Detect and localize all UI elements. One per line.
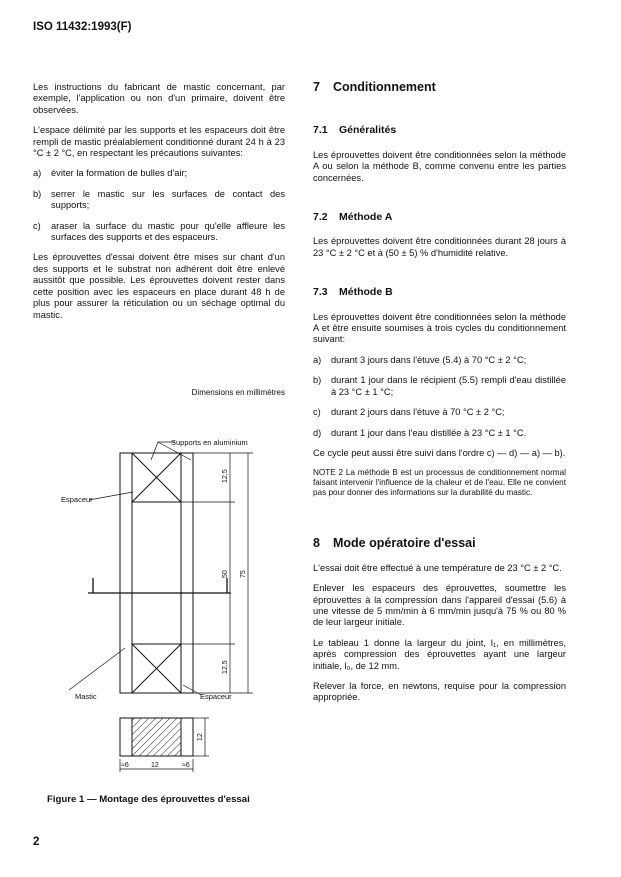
section-number: 8 [313,536,320,551]
right-column [313,82,566,713]
document-id: ISO 11432:1993(F) [33,21,132,33]
list-label: a) [313,354,322,365]
page-number: 2 [33,836,40,848]
paragraph: L'essai doit être effectué à une température de 23 °C ± 2 °C. [313,562,562,573]
dim-12-side: 12 [197,733,204,741]
subsection-title: Généralités [339,124,397,137]
support-frame [120,453,193,693]
section-heading [313,82,566,93]
cross-section [120,718,209,772]
paragraph-primer: Les instructions du fabricant de mastic concernant, par exemple, l'application ou non d'un primaire, doivent être observées. [33,82,285,115]
list-item [313,355,566,366]
section-heading [313,538,566,549]
figure-1 [33,388,285,808]
list-label: c) [33,220,41,231]
label-espaceur-top: Espaceur [61,495,93,504]
dim-75: 75 [240,570,247,578]
subsection-number: 7.1 [313,124,328,137]
dim-bottom-mid: 12 [151,762,159,769]
list-label: c) [313,407,321,418]
paragraph: Les éprouvettes doivent être conditionnées selon la méthode A et être ensuite soumises à trois cycles du conditionnement suivant: [313,311,566,345]
dimension-note: Dimensions en millimètres [191,388,285,397]
left-column [33,82,285,330]
note-2: NOTE 2 La méthode B est un processus de conditionnement normal faisant intervenir l'influence de la chaleur et de l'eau. Elle ne convient pas pour donner des informations sur la durabilité du mastic. [313,468,566,498]
spacer-bottom [132,644,181,693]
list-text: durant 1 jour dans le récipient (5.5) rempli d'eau distillée à 23 °C ± 1 °C; [331,375,566,397]
list-text: araser la surface du mastic pour qu'elle affleure les surfaces des supports et des espaceurs. [51,220,285,243]
list-item [33,221,285,244]
subsection-heading [313,125,566,136]
label-espaceur-bottom: Espaceur [200,692,232,701]
list-item [313,428,566,439]
paragraph-cycle: Ce cycle peut aussi être suivi dans l'ordre c) — d) — a) — b). [313,447,566,458]
section-title: Conditionnement [333,80,436,94]
dim-12-5-top: 12,5 [222,469,229,483]
list-label: b) [313,375,322,386]
list-text: éviter la formation de bulles d'air; [51,168,188,179]
list-item [33,168,285,179]
dim-50: 50 [222,570,229,578]
paragraph: Relever la force, en newtons, requise pour la compression appropriée. [313,680,566,703]
list-label: d) [313,427,322,438]
subsection-heading [313,212,566,223]
section-line [88,578,231,593]
paragraph: Enlever les espaceurs des éprouvettes, soumettre les éprouvettes à la compression dans l'appareil d'essai (5.6) à une vitesse de 5 mm/min à 6 mm/min jusqu'à 75 % ou 80 % de leur largeur initiale. [313,583,566,628]
list-item [313,407,566,418]
section-number: 7 [313,80,320,94]
paragraph: Les éprouvettes doivent être conditionnées selon la méthode A ou selon la méthode B, comme convenu entre les parties concernées. [313,149,566,183]
subsection-title: Méthode A [339,211,393,224]
dim-12-5-bottom: 12,5 [222,660,229,674]
subsection-number: 7.2 [313,211,328,224]
list-text: durant 1 jour dans l'eau distillée à 23 °C ± 1 °C. [331,427,527,438]
list-text: durant 3 jours dans l'étuve (5.4) à 70 °C ± 2 °C; [331,354,527,365]
label-supports: Supports en aluminium [171,438,248,447]
spacer-top [132,453,181,502]
paragraph: Les éprouvettes doivent être conditionnées durant 28 jours à 23 °C ± 2 °C et à (50 ± 5) % d'humidité relative. [313,236,566,258]
section-title: Mode opératoire d'essai [333,536,476,551]
list-text: durant 2 jours dans l'étuve à 70 °C ± 2 °C; [331,407,505,418]
subsection-title: Méthode B [339,286,393,299]
dim-bottom-left: ≈6 [121,762,129,769]
dim-bottom-right: ≈6 [182,762,190,769]
paragraph-curing: Les éprouvettes d'essai doivent être mises sur chant d'un des supports et le substrat non adhérent doit être enlevé aussitôt que possible. Les éprouvettes doivent rester dans cette position avec les espaceurs en place durant 48 h de plus pour assurer la réticulation ou un séchage optimal du mastic. [33,252,285,320]
label-mastic: Mastic [75,692,97,701]
list-text: serrer le mastic sur les surfaces de contact des supports; [51,188,285,211]
list-item [33,189,285,212]
list-label: b) [33,188,42,199]
subsection-number: 7.3 [313,286,328,299]
paragraph: Le tableau 1 donne la largeur du joint, l₁, en millimètres, après compression des éprouvettes ayant une largeur initiale, l₀, de 12 mm. [313,637,566,671]
paragraph-filling: L'espace délimité par les supports et les espaceurs doit être rempli de mastic préalablement conditionné durant 24 h à 23 °C ± 2 °C, en respectant les précautions suivantes: [33,125,285,159]
subsection-heading [313,287,566,298]
figure-caption: Figure 1 — Montage des éprouvettes d'essai [47,794,250,805]
list-label: a) [33,168,42,179]
assembly-drawing [33,388,285,788]
list-item [313,375,566,398]
mastic-joint [132,502,181,644]
